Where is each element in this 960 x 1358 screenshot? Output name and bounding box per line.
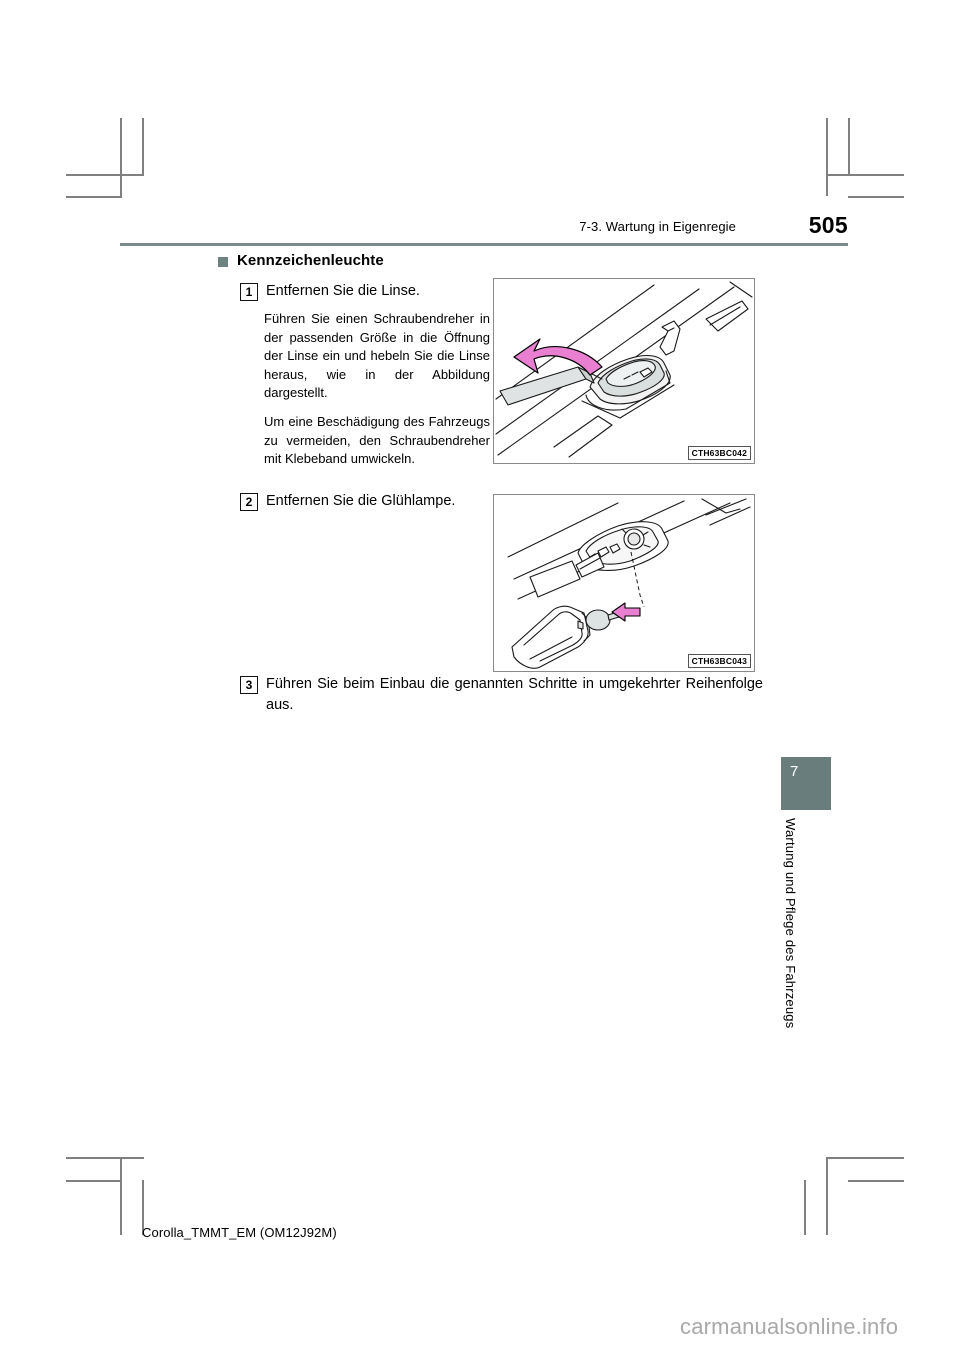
step-number-badge: 2 <box>240 493 258 511</box>
footer-document-id: Corolla_TMMT_EM (OM12J92M) <box>142 1225 337 1240</box>
crop-mark-bottom-right <box>826 1157 828 1235</box>
crop-mark-bottom-left <box>66 1180 122 1182</box>
crop-mark-bottom-left <box>66 1157 144 1159</box>
crop-mark-top-right <box>848 196 904 198</box>
crop-mark-top-left <box>66 174 144 176</box>
step-title: Entfernen Sie die Linse. <box>266 283 420 299</box>
running-head-title: 7-3. Wartung in Eigenregie <box>579 219 736 234</box>
crop-mark-top-left <box>142 118 144 176</box>
step-item <box>240 674 763 716</box>
section-heading-label: Kennzeichenleuchte <box>237 252 384 269</box>
step-number-badge: 3 <box>240 676 258 694</box>
crop-mark-top-left <box>120 118 122 196</box>
step-paragraph: Führen Sie einen Schraubendreher in der passenden Größe in die Öffnung der Linse ein und hebeln Sie die Linse heraus, wie in der Abbildung dargestellt. <box>264 311 490 401</box>
header-rule <box>120 243 848 246</box>
crop-mark-bottom-right <box>826 1157 904 1159</box>
crop-mark-bottom-right <box>804 1180 806 1235</box>
chapter-tab-box <box>781 757 831 810</box>
page-number: 505 <box>808 212 848 238</box>
figure-bulb-removal <box>493 494 755 672</box>
crop-mark-top-right <box>826 174 904 176</box>
crop-mark-top-left <box>66 196 122 198</box>
crop-mark-top-right <box>848 118 850 176</box>
step-number-badge: 1 <box>240 283 258 301</box>
crop-mark-bottom-right <box>848 1180 904 1182</box>
square-bullet-icon <box>218 257 228 267</box>
running-head <box>120 212 848 241</box>
chapter-tab-label <box>781 818 827 1148</box>
crop-mark-bottom-left <box>120 1157 122 1235</box>
step-title: Entfernen Sie die Glühlampe. <box>266 492 456 509</box>
crop-mark-top-right <box>826 118 828 196</box>
watermark: carmanualsonline.info <box>680 1314 899 1339</box>
section-heading <box>218 252 763 269</box>
figure-lens-removal <box>493 278 755 464</box>
step-title: Führen Sie beim Einbau die genannten Schritte in umgekehrter Reihenfolge aus. <box>266 675 763 713</box>
chapter-number: 7 <box>790 763 799 780</box>
figure-code: CTH63BC043 <box>688 654 751 668</box>
chapter-tab-label-text: Wartung und Pflege des Fahrzeugs <box>783 818 798 1029</box>
figure-code: CTH63BC042 <box>688 446 751 460</box>
step-paragraph: Um eine Beschädigung des Fahrzeugs zu vermeiden, den Schraubendreher mit Klebeband umwickeln. <box>264 413 490 467</box>
